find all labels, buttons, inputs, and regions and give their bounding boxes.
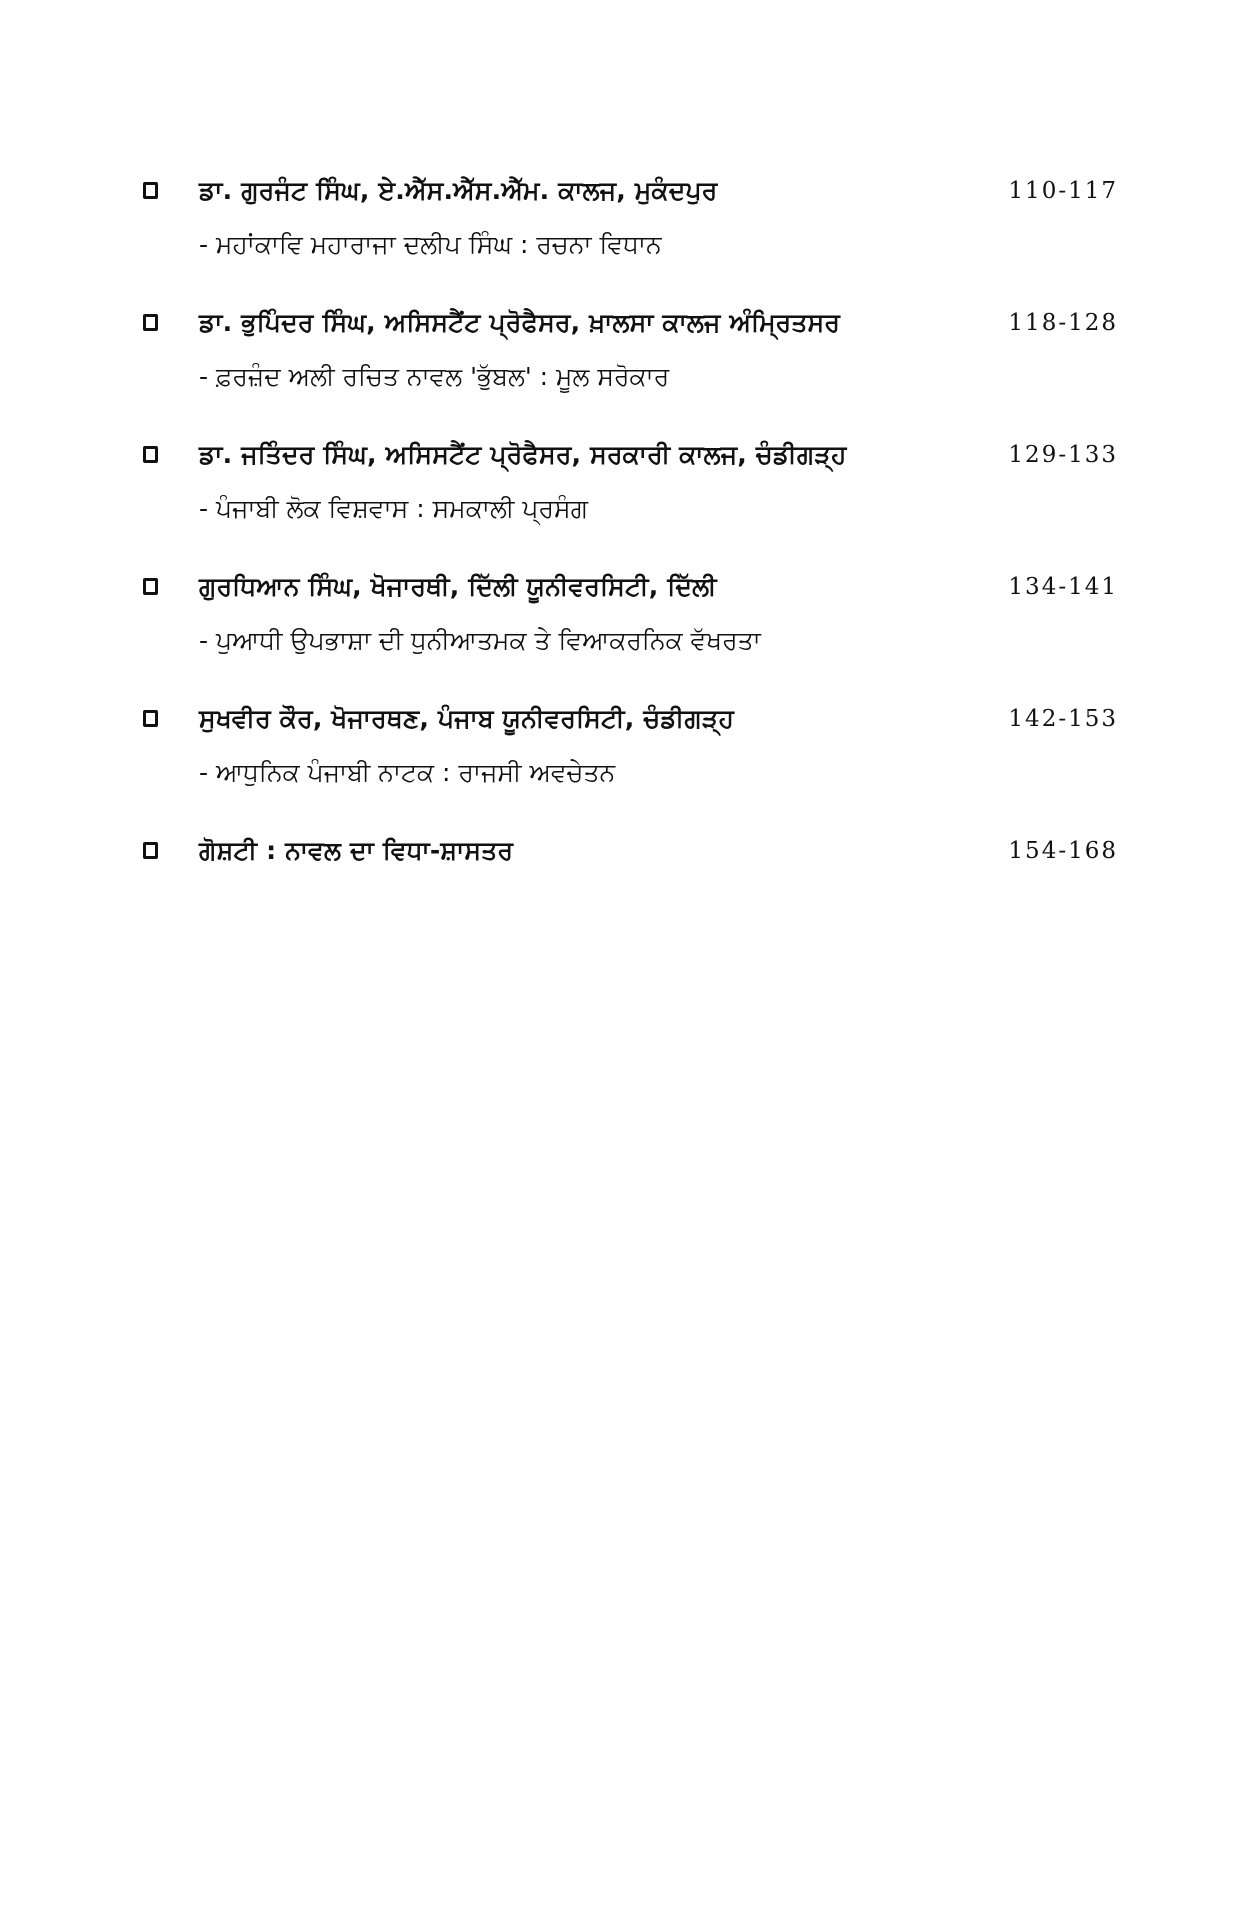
checkbox-square-icon [143, 578, 158, 595]
entry-author: ਡਾ. ਗੁਰਜੰਟ ਸਿੰਘ, ਏ.ਐੱਸ.ਐੱਸ.ਐੱਮ. ਕਾਲਜ, ਮੁਕੰਦਪੁਰ [199, 176, 718, 205]
checkbox-square-icon [143, 446, 158, 463]
entry-pages: 110-117 [1008, 178, 1118, 204]
checkbox-square-icon [143, 842, 158, 859]
checkbox-square-icon [143, 182, 158, 199]
entry-pages: 118-128 [1008, 310, 1118, 336]
entry-title: - ਫ਼ਰਜ਼ੰਦ ਅਲੀ ਰਚਿਤ ਨਾਵਲ 'ਭੁੱਬਲ' : ਮੂਲ ਸਰੋਕਾਰ [199, 362, 670, 391]
checkbox-square-icon [143, 710, 158, 727]
entry-author: ਡਾ. ਭੁਪਿੰਦਰ ਸਿੰਘ, ਅਸਿਸਟੈਂਟ ਪ੍ਰੋਫੈਸਰ, ਖ਼ਾਲਸਾ ਕਾਲਜ ਅੰਮ੍ਰਿਤਸਰ [199, 308, 841, 337]
entry-author: ਗੋਸ਼ਟੀ : ਨਾਵਲ ਦਾ ਵਿਧਾ-ਸ਼ਾਸਤਰ [199, 836, 514, 865]
entry-title: - ਪੰਜਾਬੀ ਲੋਕ ਵਿਸ਼ਵਾਸ : ਸਮਕਾਲੀ ਪ੍ਰਸੰਗ [199, 494, 589, 523]
entry-author: ਸੁਖਵੀਰ ਕੌਰ, ਖੋਜਾਰਥਣ, ਪੰਜਾਬ ਯੂਨੀਵਰਸਿਟੀ, ਚੰਡੀਗੜ੍ਹ [199, 704, 735, 733]
entry-title: - ਆਧੁਨਿਕ ਪੰਜਾਬੀ ਨਾਟਕ : ਰਾਜਸੀ ਅਵਚੇਤਨ [199, 758, 616, 787]
entry-title: - ਪੁਆਧੀ ਉਪਭਾਸ਼ਾ ਦੀ ਧੁਨੀਆਤਮਕ ਤੇ ਵਿਆਕਰਨਿਕ ਵੱਖਰਤਾ [199, 626, 761, 655]
entry-title: - ਮਹਾਂਕਾਵਿ ਮਹਾਰਾਜਾ ਦਲੀਪ ਸਿੰਘ : ਰਚਨਾ ਵਿਧਾਨ [199, 230, 662, 259]
entry-author: ਡਾ. ਜਤਿੰਦਰ ਸਿੰਘ, ਅਸਿਸਟੈਂਟ ਪ੍ਰੋਫੈਸਰ, ਸਰਕਾਰੀ ਕਾਲਜ, ਚੰਡੀਗੜ੍ਹ [199, 440, 847, 469]
entry-pages: 154-168 [1008, 838, 1118, 864]
entry-pages: 129-133 [1008, 442, 1118, 468]
entry-author: ਗੁਰਧਿਆਨ ਸਿੰਘ, ਖੋਜਾਰਥੀ, ਦਿੱਲੀ ਯੂਨੀਵਰਸਿਟੀ, ਦਿੱਲੀ [199, 572, 717, 601]
entry-pages: 142-153 [1008, 706, 1118, 732]
checkbox-square-icon [143, 314, 158, 331]
entry-pages: 134-141 [1008, 574, 1118, 600]
